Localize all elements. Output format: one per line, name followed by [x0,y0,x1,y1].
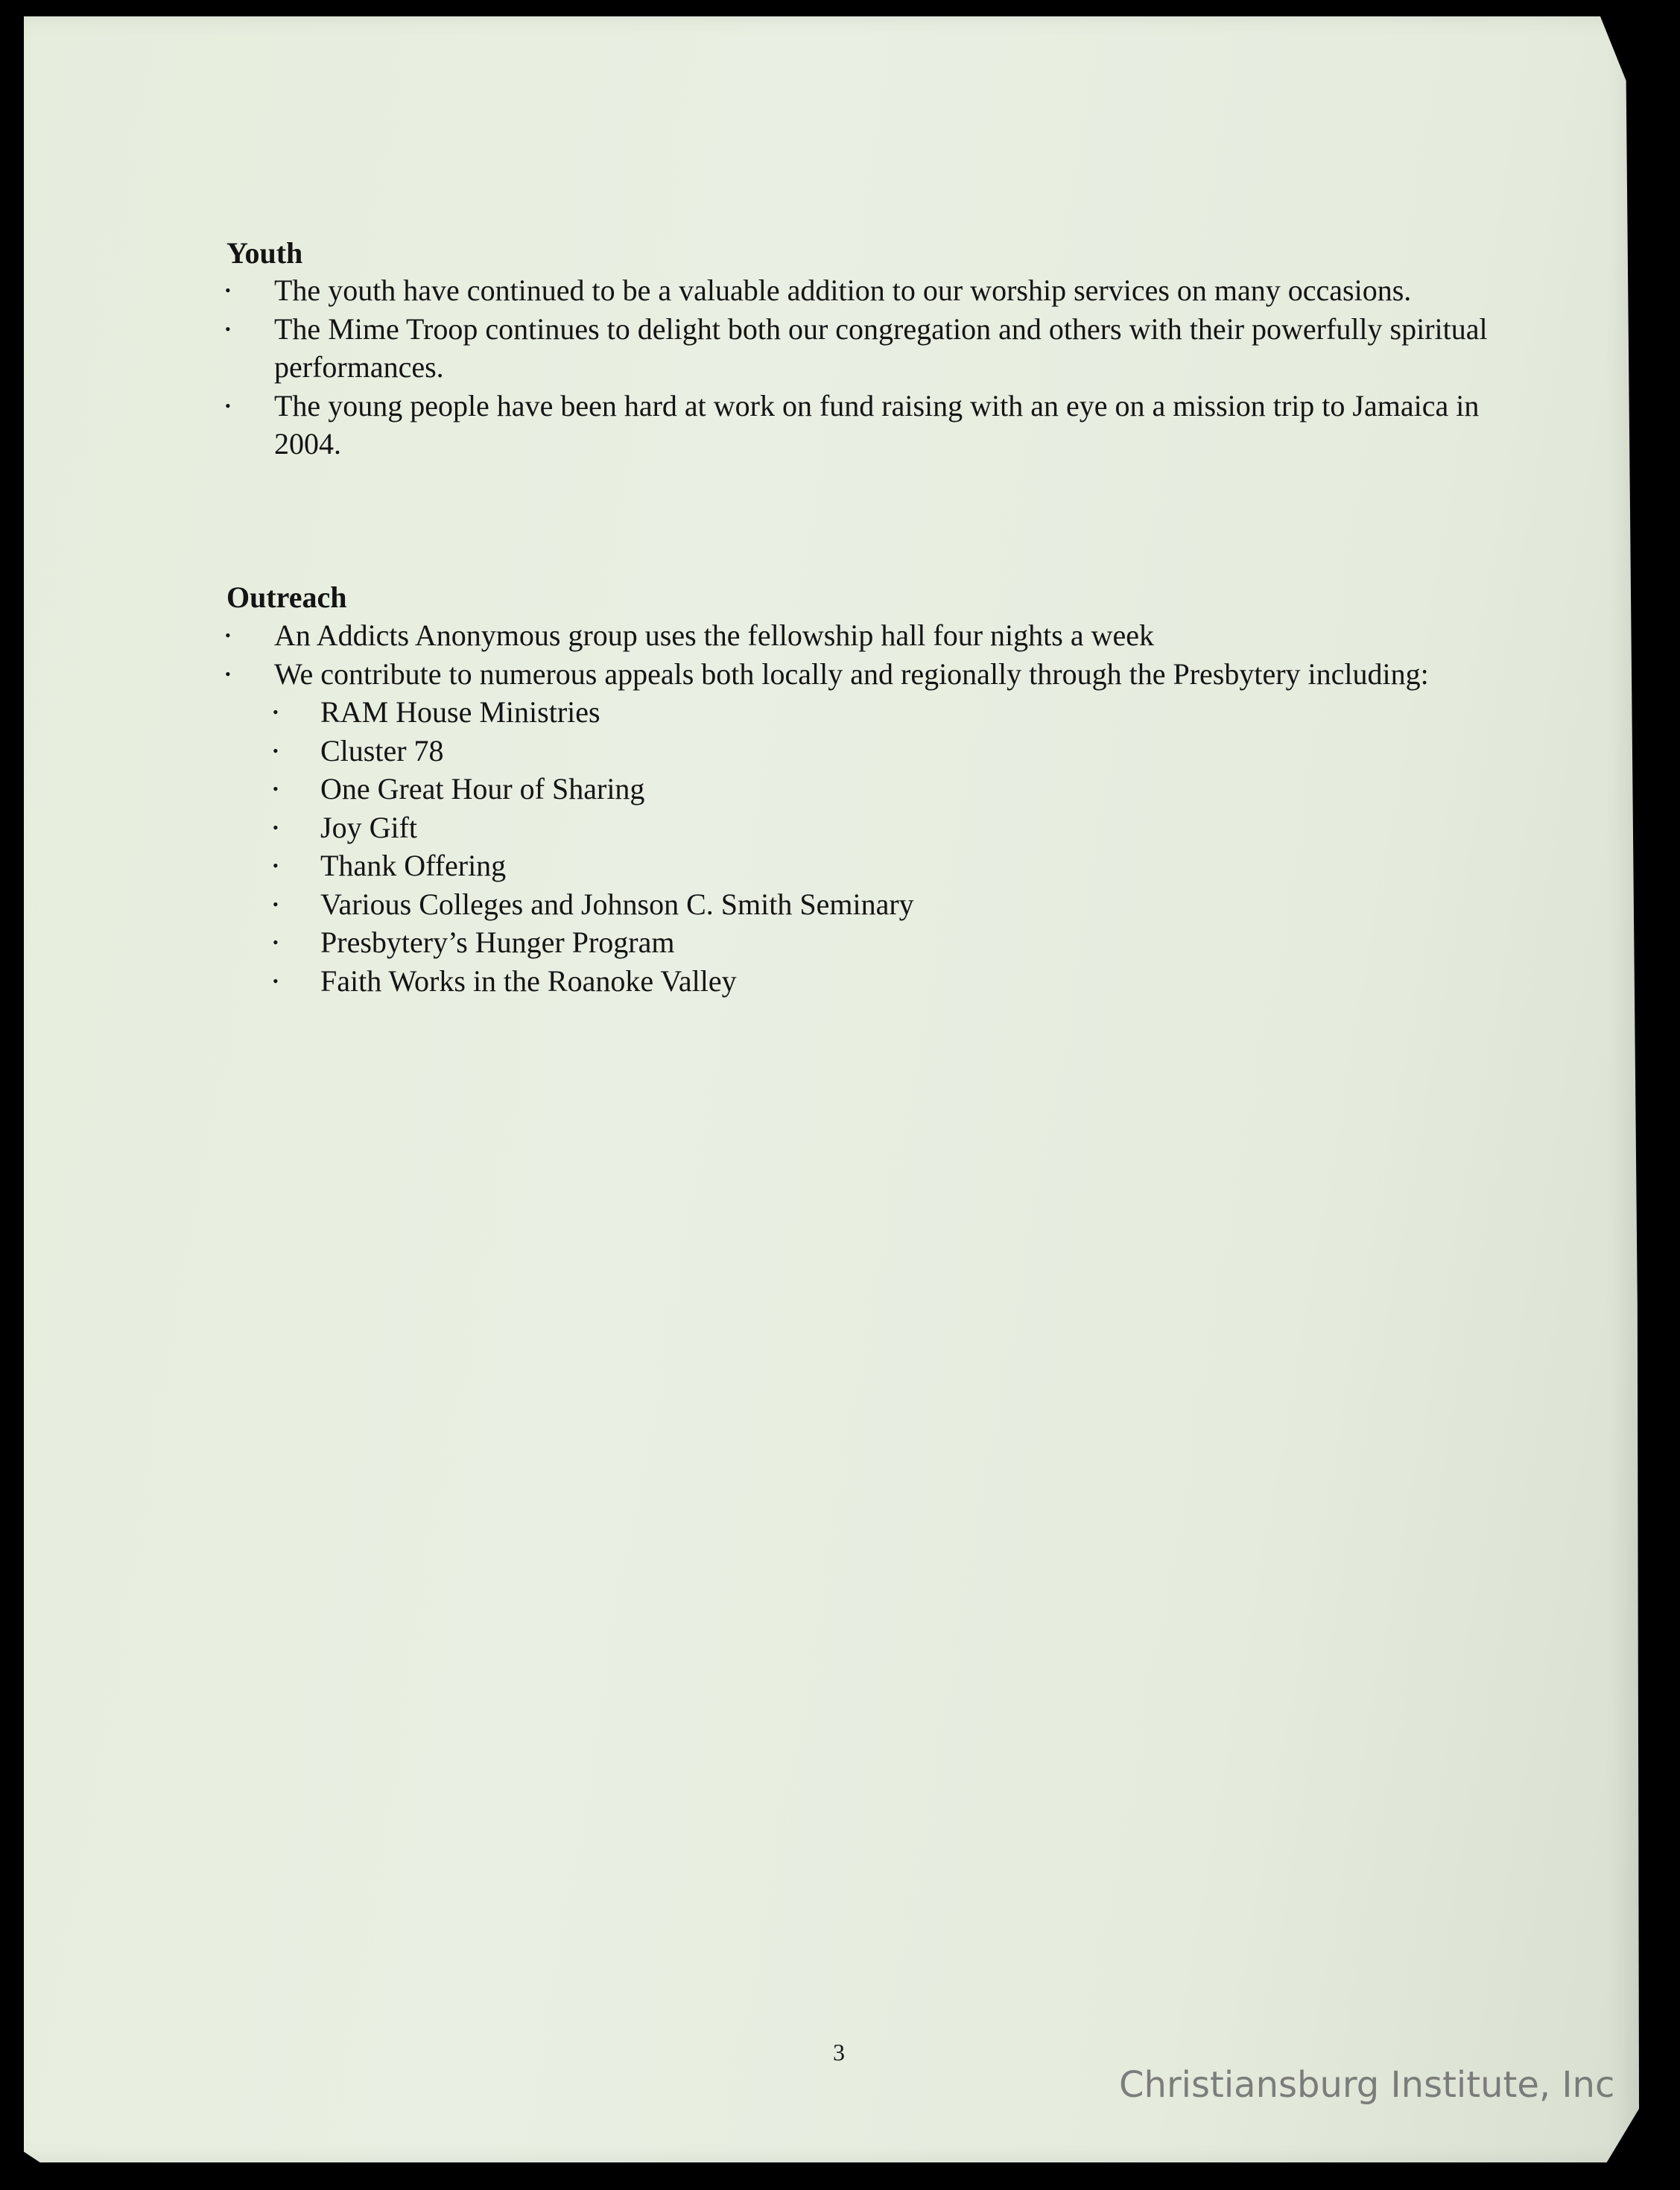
bullet-icon: • [273,894,279,914]
bullet-icon: • [273,703,279,721]
list-item [225,616,1496,655]
outreach-list [225,616,1496,1000]
appeal-item [273,732,1496,770]
appeal-label: Thank Offering [320,849,507,882]
bullet-icon: • [225,319,231,338]
list-item [225,655,1496,1001]
bullet-icon: • [225,396,231,415]
list-item [225,310,1496,387]
appeal-label: One Great Hour of Sharing [320,772,645,806]
appeal-item [273,693,1496,732]
bullet-icon: • [225,664,231,683]
appeal-item [273,846,1496,885]
appeal-item [273,962,1496,1001]
list-item [225,271,1496,310]
appeal-item [273,808,1496,847]
appeal-label: Presbytery’s Hunger Program [320,925,675,959]
youth-item-3: The young people have been hard at work on fund raising with an eye on a mission trip to Jamaica in 2004. [274,388,1480,461]
youth-heading: Youth [226,236,303,270]
appeal-item [273,770,1496,808]
bullet-icon: • [225,281,231,300]
appeal-label: Joy Gift [320,810,417,844]
appeal-item [273,885,1496,924]
outreach-heading: Outreach [226,580,347,614]
appeal-label: RAM House Ministries [320,695,600,729]
appeals-list [273,693,1496,1000]
youth-list [225,271,1496,463]
youth-item-1: The youth have continued to be a valuable addition to our worship services on many occasions. [274,273,1412,307]
outreach-item-2: We contribute to numerous appeals both locally and regionally through the Presbytery including: [274,656,1429,691]
bullet-icon: • [273,971,279,990]
bullet-icon: • [225,626,231,645]
list-item [225,387,1496,463]
youth-item-2: The Mime Troop continues to delight both our congregation and others with their powerfully spiritual performances. [274,311,1488,384]
bullet-icon: • [273,856,279,875]
watermark: Christiansburg Institute, Inc [1119,2064,1615,2106]
bullet-icon: • [273,933,279,952]
page-number: 3 [833,2039,845,2066]
bullet-icon: • [273,817,279,837]
appeal-label: Various Colleges and Johnson C. Smith Seminary [320,887,914,921]
bullet-icon: • [273,779,279,798]
appeal-label: Faith Works in the Roanoke Valley [320,963,737,998]
appeal-label: Cluster 78 [320,733,444,768]
outreach-item-1: An Addicts Anonymous group uses the fellowship hall four nights a week [274,618,1154,652]
bullet-icon: • [273,741,279,760]
appeal-item [273,923,1496,962]
